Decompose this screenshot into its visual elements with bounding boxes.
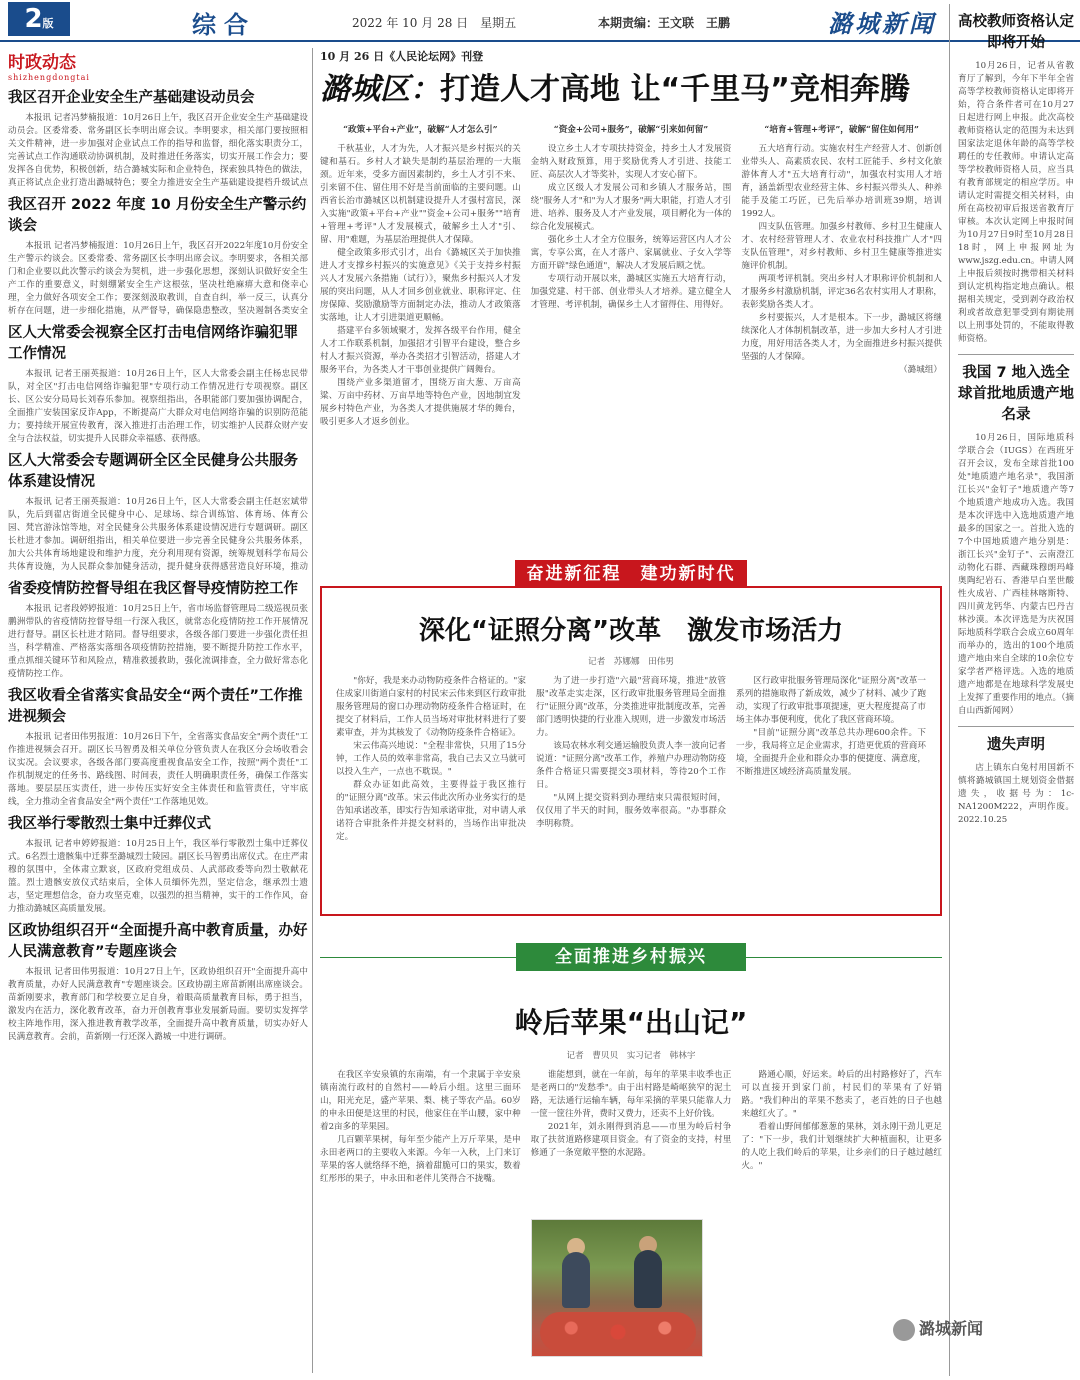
- article-paragraph: 乡村要振兴，人才是根本。下一步，潞城区将继续深化人才体制机制改革，进一步加大乡村人才引进力度，用好用活各类人才，为全面推进乡村振兴提供坚强的人才保障。: [741, 313, 942, 362]
- news-headline: 区人大常委会视察全区打击电信网络诈骗犯罪工作情况: [8, 325, 298, 362]
- lead-article: [320, 48, 942, 553]
- news-body: [8, 966, 308, 1044]
- article-paragraph: 五大培育行动。实施农村生产经营人才、创新创业带头人、高素质农民、农村工匠能手、乡村文化旅游体育人才"五大培育行动"，加强农村实用人才培育，涵盖新型农业经营主体、乡村振兴带头人、种养能手及能工巧匠，已先后举办培训班39期，培训1992人。: [741, 144, 942, 219]
- article-paragraph: 群众办证如此高效，主要得益于我区推行的"证照分离"改革。宋云伟此次所办业务实行的是告知承诺改革，即实行告知承诺审批，对申请人承诺符合审批条件并提交材料的，当场作出审批决定。: [336, 780, 526, 842]
- farmers-apple-harvest-photo: [531, 1219, 703, 1357]
- article-paragraph: 区行政审批服务管理局深化"证照分离"改革一系列的措施取得了新成效，减少了材料、减少了跑动，实现了行政审批事项提速，更大程度提高了市场主体办事便利度，优化了我区营商环境。: [736, 676, 926, 725]
- news-body: [8, 603, 308, 681]
- divider: [958, 726, 1074, 727]
- news-headline: 区政协组织召开“全面提升高中教育质量，办好人民满意教育”专题座谈会: [8, 923, 308, 960]
- news-brief: [8, 686, 308, 809]
- news-body: [958, 432, 1074, 718]
- news-paragraph: 10月26日，国际地质科学联合会（IUGS）在西班牙召开会议，发布全球首批100处"地质遗产地名录"，我国浙江长兴"金钉子"地质遗产等7个地质遗产地成功入选。我国是本次评选中入选地质遗产地最多的国家之一。首批入选的7个中国地质遗产地分别是：浙江长兴"金钉子"、云南澄江动物化石群、西藏珠穆朗玛峰奥陶纪岩石、香港早白垩世酸性火成岩、广西桂林喀斯特、四川黄龙钙华、内蒙古巴丹吉林沙漠。本次评选是为庆祝国际地质科学联合会成立60周年而举办的，选出的100个地质遗产地由来自全球的10余位专家学者严格评选。入选的地质遗产地都是在地球科学发展史上发挥了重要作用的地点。（摘自山西新闻网）: [958, 433, 1074, 716]
- news-body: [8, 496, 308, 574]
- article-paragraph: 路通心顺，好运来。岭后的出村路修好了，汽车可以直接开到家门前，村民们的苹果有了好销路。"我们种出的苹果不愁卖了，老百姓的日子也越来越红火了。": [741, 1070, 942, 1119]
- article-paragraph: 围绕产业多渠道留才，围绕万亩大葱、万亩高粱、万亩中药材、万亩旱地等特色产业，因地制宜发展乡村特色产业，为各类人才提供施展才华的舞台，吸引更多人才返乡创业。: [320, 378, 521, 427]
- news-headline: 区人大常委会专题调研全区全民健身公共服务体系建设情况: [8, 453, 298, 490]
- column-divider: [949, 4, 950, 1376]
- divider: [958, 354, 1074, 355]
- lead-text-column: [741, 118, 942, 553]
- news-brief: [8, 579, 308, 681]
- article-paragraph: 谁能想到，就在一年前，每年的苹果丰收季也正是老两口的"发愁季"。由于出村路是崎岖狭窄的泥土路，无法通行运输车辆，每年采摘的苹果只能靠人力一筐一筐往外背，费时又费力，还卖不上好价钱。: [530, 1070, 732, 1119]
- article-paragraph: 四支队伍管理。加强乡村教师、乡村卫生健康人才、农村经营管理人才、农业农村科技推广人才"四支队伍管理"，对乡村教师、乡村卫生健康等推进实施评价机制。: [741, 222, 942, 271]
- feature-title: 深化“证照分离”改革 激发市场活力: [418, 616, 844, 646]
- article-paragraph: 健全政策多形式引才，出台《潞城区关于加快推进人才支撑乡村振兴的实施意见》《关于支持乡村振兴人才发展六条措施（试行）》，聚焦乡村振兴人才发展的突出问题，从人才回乡创业就业、职称评定、住房保障、奖励激励等方面制定办法，推动人才政策落实落地，让人才引进渠道更顺畅。: [320, 248, 521, 323]
- page-number: 2版: [8, 2, 70, 36]
- news-paragraph: 10月26日，记者从省教育厅了解到，今年下半年全省高等学校教师资格认定即将开始，符合条件者可在10月27日起进行网上申报。此次高校教师资格认定的范围为未达到国家法定退休年龄的高等学校聘任的专任教师。申请认定高等学校教师资格人员，应当具有教育部规定的相应学历。申请认定时需提交相关材料，由所在高校初审后报送省教育厅审核。本次认定网上申报时间为10月27日9时至10月28日18时，网上申报网址为www.jszg.edu.cn。申请人网上申报后须按时携带相关材料到认定机构指定地点确认。根据相关规定，受到剥夺政治权利或者故意犯罪受到有期徒刑以上刑事处罚的，不能取得教师资格。: [958, 61, 1074, 344]
- article-paragraph: "从网上提交资料到办理结束只需很短时间，仅仅用了半天的时间，服务效率很高。"办事群众李明称赞。: [536, 793, 726, 829]
- news-body: [8, 240, 308, 318]
- news-paragraph: 本报讯 记者段婷婷报道：10月25日上午，省市场监督管理局二级巡视员张鹏洲带队的省疫情防控督导组一行深入我区，就常态化疫情防控工作开展情况进行督导。副区长杜进才陪同。督导组要求，各级各部门要进一步强化责任担当，科学精准、严格落实落细各项疫情防控措施，要不断提升防控工作水平，重点抓细关键环节和风险点，精准救援救助，强化流调排查，全力做好常态化疫情防控工作。: [8, 604, 308, 679]
- editor-credit: 本期责编：王文联 王鹏: [598, 16, 731, 30]
- article-paragraph: 在我区辛安泉镇的东南端，有一个隶属于辛安泉镇南流行政村的自然村——岭后小组。这里三面环山，阳光充足，盛产苹果、梨、桃子等农产品。60岁的申永田便是这里的村民，他家住在半山腰，家中种着2亩多的苹果园。: [320, 1070, 521, 1132]
- feature-title: 岭后苹果“出山记”: [514, 1006, 748, 1039]
- watermark: 潞城新闻: [893, 1316, 983, 1341]
- feature-banner: 全面推进乡村振兴: [516, 943, 746, 971]
- news-brief: [8, 451, 308, 574]
- news-paragraph: 本报讯 记者申婷婷报道：10月25日上午，我区举行零散烈士集中迁葬仪式。6名烈士遗骸集中迁葬至潞城烈士陵园。副区长马智勇出席仪式。在庄严肃穆的氛围中，全体肃立默哀，区政府党组成员、人武部政委等向烈士敬献花篮。烈士遗骸安放仪式结束后，全体人员缅怀先烈，坚定信念，继承烈士遗志，坚定理想信念，奋力攻坚克难，以强烈的担当精神，实干的工作作风，奋力推动潞城区高质量发展。: [8, 839, 308, 914]
- news-brief: [8, 195, 308, 318]
- article-paragraph: "你好，我是来办动物防疫条件合格证的。"家住成家川街道白家村的村民宋云伟来到区行政审批服务管理局的窗口办理动物防疫条件合格证时，在提交了材料后，工作人员当场对审批材料进行了要素审查，并为其核发了《动物防疫条件合格证》。: [336, 676, 526, 738]
- article-paragraph: 强化乡土人才全方位服务，统筹运营区内人才公寓，专享公寓，在人才落户、家属就业、子女入学等方面开辟"绿色通道"，解决人才发展后顾之忧。: [530, 235, 732, 271]
- news-headline: 省委疫情防控督导组在我区督导疫情防控工作: [8, 581, 298, 597]
- news-paragraph: 本报讯 记者王丽英报道：10月26日上午，区人大常委会副主任赵宏斌带队，先后到翟店街道全民健身中心、足球场、综合训练馆、体育场、体育公园、梵宫游泳馆等地，对全民健身公共服务体系建设情况进行专题调研。副区长杜进才参加。调研组指出，相关单位要进一步完善全民健身公共服务体系，加大公共体育场地建设和维护力度，充分利用现有资源，统筹规划科学布局公共体育设施，为人民群众参加健身活动，提升健身获得感营造良好环境，推动: [8, 497, 308, 572]
- column-divider: [312, 48, 313, 1373]
- feature-text-column: [531, 1069, 732, 1219]
- news-brief: [8, 814, 308, 916]
- article-paragraph: 看着山野间郁郁葱葱的果林，刘永刚干劲儿更足了："下一步，我们计划继续扩大种植面积，让更多的人吃上我们岭后的苹果，让乡亲们的日子越过越红火。": [741, 1122, 942, 1171]
- feature-box-apples: [320, 943, 942, 1373]
- wechat-icon: [893, 1319, 915, 1341]
- lead-title: [320, 68, 942, 112]
- news-brief: [8, 323, 308, 446]
- news-headline: 我区收看全省落实食品安全“两个责任”工作推进视频会: [8, 688, 303, 725]
- lead-kicker: 10 月 26 日《人民论坛网》刊登: [320, 50, 484, 63]
- lead-text-column: [531, 118, 732, 553]
- feature-banner: 奋进新征程 建功新时代: [515, 560, 747, 588]
- news-headline: 我国 7 地入选全球首批地质遗产地名录: [958, 365, 1074, 423]
- section-logo: 时政动态: [8, 53, 76, 73]
- article-source: （潞城组）: [899, 365, 942, 375]
- news-body: [8, 731, 308, 809]
- article-paragraph: 该局农林水利交通运输股负责人李一波向记者说道："证照分离"改革工作，养殖户办理动物防疫条件合格证只需要提交3项材料，等待20个工作日。: [536, 741, 726, 790]
- article-paragraph: 宋云伟高兴地说："全程非常快，只用了15分钟，工作人员的效率非常高，我自己去又立马就可以投入生产，一点也不耽误。": [336, 741, 526, 777]
- article-subhead: “培育+管理+考评”，破解“留住如何用”: [764, 125, 919, 135]
- article-paragraph: 设立乡土人才专项扶持资金，持乡土人才发展资金纳入财政预算，用于奖励优秀人才引进、技能工匠、高层次人才等奖补，实现人才安心留下。: [530, 144, 732, 180]
- news-paragraph: 本报讯 记者田伟男报道：10月26日下午，全省落实食品安全"两个责任"工作推进视频会召开。副区长马智勇及相关单位分管负责人在我区分会场收看会议实况。会议要求，各级各部门要高度重视食品安全工作，按照"两个责任"工作机制规定的任务书、路线图、时间表，责任人明确职责任务，确保工作落实落地。要层层压实责任，进一步传压实好安全主体责任和监管责任，守牢底线，全力推动全省食品安全"两个责任"工作落地见效。: [8, 732, 308, 807]
- lead-title-main: 打造人才高地 让“千里马”竞相奔腾: [440, 72, 910, 107]
- article-paragraph: 搭建平台多领域聚才，发挥各级平台作用，健全人才工作联系机制，加强招才引智平台建设，整合乡村人才振兴资源，举办各类招才引智活动，搭建人才服务平台，为各类人才干事创业提供广阔舞台。: [320, 326, 521, 375]
- left-column: [8, 48, 308, 1373]
- news-body: [958, 762, 1074, 827]
- article-paragraph: 2021年，刘永刚得到消息——市里为岭后村争取了扶贫道路修建项目资金。有了资金的支持，村里修通了一条宽敞平整的水泥路。: [530, 1122, 732, 1158]
- newspaper-logo: 潞城新闻: [828, 9, 936, 38]
- news-brief: [8, 88, 308, 190]
- lead-title-prefix: 潞城区：: [320, 72, 440, 107]
- article-paragraph: 几百颗苹果树，每年至少能产上万斤苹果，是申永田老两口的主要收入来源。今年一入秋，上门来订苹果的客人就络绎不绝，摘着甜脆可口的果实，数着红彤彤的果子，申永田和老伴儿笑得合不拢嘴。: [320, 1135, 521, 1184]
- feature-byline: 记者 曹贝贝 实习记者 韩林宇: [566, 1051, 696, 1061]
- news-paragraph: 本报讯 记者冯梦楠报道：10月26日上午，我区召开企业安全生产基础建设动员会。区委常委、常务副区长李明出席会议。李明要求，相关部门要按照相关文件精神，进一步加强对企业试点工作的指导和监督，细化落实职责分工，完善试点工作沟通联动协调机制，及时推进任务落实，切实开展工作会力；要发挥各自优势，积极创新，结合潞城实际和企业特色，探索独具特色的做法，真正将试点企业打造出潞城特色；要全力推进安全生产基础建设提档升级试点: [8, 113, 308, 188]
- news-headline: 我区召开 2022 年度 10 月份安全生产警示约谈会: [8, 197, 307, 234]
- news-paragraph: 店上镇东白兔村用国新不慎将潞城镇国土规划资金借据遗失，收据号为：1c-NA1200M222，声明作废。2022.10.25: [958, 763, 1074, 825]
- news-body: [8, 838, 308, 916]
- center-area: [320, 48, 942, 1373]
- article-subhead: “资金+公司+服务”，破解“引来如何留”: [553, 125, 709, 135]
- news-paragraph: 本报讯 记者冯梦楠报道：10月26日上午，我区召开2022年度10月份安全生产警示约谈会。区委常委、常务副区长李明出席会议。李明要求，各相关部门和企业要以此次警示约谈会为契机，进一步强化思想，深刻认识做好安全生产工作的重要意义，时刻绷紧安全生产这根弦，坚决杜绝麻痹大意和侥幸心理，全力做好各项安全工作；要深刻汲取教训，自查自纠，举一反三，认真分析存在问题，进一步细化措施，从严督导，确保隐患整改，坚决遏制各类安全: [8, 241, 308, 316]
- section-logo-sub: shizhengdongtai: [8, 73, 90, 82]
- feature-box-reform: [320, 560, 942, 926]
- news-paragraph: 本报讯 记者王丽英报道：10月26日上午，区人大常委会副主任杨忠民带队，对全区"打击电信网络诈骗犯罪"专项行动工作情况进行专项视察。副区长、区公安分局局长刘春乐参加。视察组指出，各职能部门要加强协调配合，全面推广安装国家反诈App，不断提高广大群众对电信网络诈骗的识别防范能力；要持续开展宣传教育，深入推进打击治理工作，切实维护人民群众财产安全与合法权益，切实提升人民群众幸福感、获得感。: [8, 369, 308, 444]
- article-paragraph: 为了进一步打造"六最"营商环境，推进"放管服"改革走实走深，区行政审批服务管理局全面推行"证照分离"改革，分类推进审批制度改革，完善部门透明快捷的行业准入规则，进一步激发市场活力。: [536, 676, 726, 738]
- feature-byline: 记者 苏娜娜 田伟男: [588, 657, 674, 667]
- right-column: [958, 4, 1074, 1376]
- article-paragraph: 专项行动开展以来，潞城区实施五大培育行动，加强党建、村干部、创业带头人才培养。建立健全人才管理、考评机制，确保乡土人才留得住、用得好。: [530, 274, 732, 310]
- issue-date: 2022 年 10 月 28 日 星期五: [352, 16, 517, 30]
- article-paragraph: 成立区级人才发展公司和乡镇人才服务站，围绕"服务人才"和"为人才服务"两大职能，打造人才引进、培养、服务及人才产业发展，项目孵化为一体的综合化发展模式。: [530, 183, 732, 232]
- news-headline: 高校教师资格认定即将开始: [958, 14, 1074, 51]
- feature-text-column: [736, 675, 926, 890]
- section-name: 综合: [192, 10, 256, 39]
- lead-text-column: [320, 118, 521, 553]
- news-headline: 我区举行零散烈士集中迁葬仪式: [8, 816, 211, 832]
- news-headline: 遗失声明: [987, 737, 1045, 753]
- news-body: [8, 368, 308, 446]
- news-body: [958, 60, 1074, 346]
- article-paragraph: 千秋基业，人才为先，人才振兴是乡村振兴的关键和基石。乡村人才缺失是制约基层治理的一大瓶颈。近年来，受多方面因素制约，乡土人才引不来、引来留不住、留住用不好是当前面临的主要问题。山西省长治市潞城区以机制建设提升人才强村富民，深入实施"政策+平台+产业""资金+公司+服务""培育+管理+考评"人才发展模式，破解乡土人才"引、留、用"难题，为基层治理提供人才保障。: [320, 144, 521, 245]
- masthead: [0, 0, 1080, 42]
- news-paragraph: 本报讯 记者田伟男报道：10月27日上午，区政协组织召开"全面提升高中教育质量，办好人民满意教育"专题座谈会。区政协副主席苗新刚出席座谈会。苗新刚要求，教育部门和学校要立足自身，着眼高质量教育目标，勇于担当，激发内在活力，深化教育改革，奋力开创教育事业发展新局面。要切实发挥学校主阵地作用，深入推进教育教学改革，全面提升高中教育质量，切实办好人民满意教育。会前，苗新刚一行还深入潞城一中进行调研。: [8, 967, 308, 1042]
- news-headline: 我区召开企业安全生产基础建设动员会: [8, 90, 255, 106]
- news-brief: [8, 921, 308, 1044]
- article-paragraph: 两项考评机制。突出乡村人才职称评价机制和人才服务乡村激励机制，评定36名农村实用人才职称，表彰奖励各类人才。: [741, 274, 942, 310]
- feature-text-column: [320, 1069, 521, 1369]
- news-body: [8, 112, 308, 190]
- article-paragraph: "目前"证照分离"改革总共办理600余件。下一步，我局将立足企业需求，打造更优质的营商环境，全面提升企业和群众办事的便捷度、满意度，不断推进区域经济高质量发展。: [736, 728, 926, 777]
- feature-text-column: [336, 675, 526, 890]
- feature-text-column: [536, 675, 726, 890]
- article-subhead: “政策+平台+产业”，破解“人才怎么引”: [343, 125, 498, 135]
